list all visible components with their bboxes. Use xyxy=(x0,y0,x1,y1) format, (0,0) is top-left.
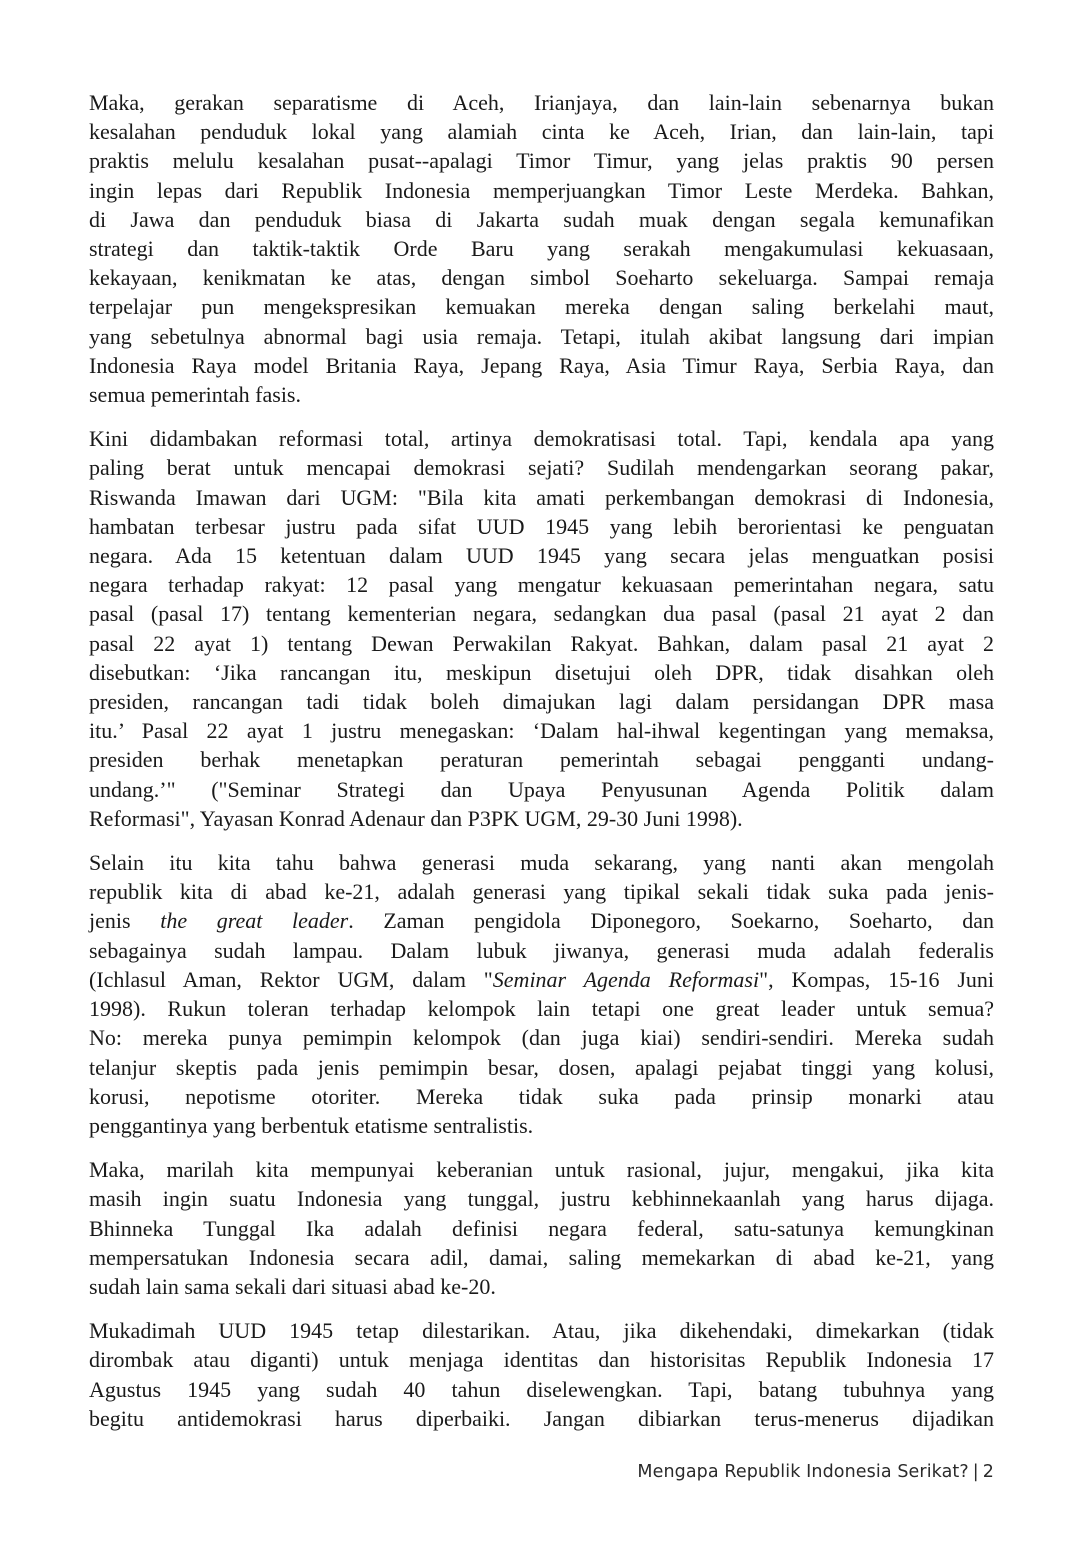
text-line: Mukadimah UUD 1945 tetap dilestarikan. Atau, jika dikehendaki, dimekarkan (tidak xyxy=(89,1318,994,1344)
text-line: begitu antidemokrasi harus diperbaiki. Jangan dibiarkan terus-menerus dijadikan xyxy=(89,1405,994,1431)
text-line: Agustus 1945 yang sudah 40 tahun diselewengkan. Tapi, batang tubuhnya yang xyxy=(89,1376,994,1402)
paragraph xyxy=(89,424,994,833)
text-line: penggantinya yang berbentuk etatisme sentralistis. xyxy=(89,1112,534,1138)
text-line: undang.’" ("Seminar Strategi dan Upaya Penyusunan Agenda Politik dalam xyxy=(89,776,994,802)
text-line: dirombak atau diganti) untuk menjaga identitas dan historisitas Republik Indonesia 17 xyxy=(89,1347,994,1373)
text-line: hambatan terbesar justru pada sifat UUD 1945 yang lebih berorientasi ke penguatan xyxy=(89,513,994,539)
page-footer xyxy=(637,1462,994,1482)
footer-title: Mengapa Republik Indonesia Serikat? xyxy=(637,1462,969,1482)
text-line: itu.’ Pasal 22 ayat 1 justru menegaskan: ‘Dalam hal-ihwal kegentingan yang memaksa, xyxy=(89,718,994,744)
text-line: Reformasi", Yayasan Konrad Adenaur dan P3PK UGM, 29-30 Juni 1998). xyxy=(89,805,743,831)
text-line: Riswanda Imawan dari UGM: "Bila kita amati perkembangan demokrasi di Indonesia, xyxy=(89,484,994,510)
paragraph xyxy=(89,1316,994,1433)
text-line: disebutkan: ‘Jika rancangan itu, meskipun disetujui oleh DPR, tidak disahkan oleh xyxy=(89,659,994,685)
text-line: Maka, marilah kita mempunyai keberanian untuk rasional, jujur, mengakui, jika kita xyxy=(89,1157,994,1183)
text-segment: jenis xyxy=(89,908,161,934)
italic-title: the great leader xyxy=(160,908,349,934)
footer-separator: | xyxy=(972,1462,979,1482)
text-line: republik kita di abad ke-21, adalah generasi yang tipikal sekali tidak suka pada jenis- xyxy=(89,879,994,905)
text-line: pasal 22 ayat 1) tentang Dewan Perwakilan Rakyat. Bahkan, dalam pasal 21 ayat 2 xyxy=(89,630,994,656)
text-line: paling berat untuk mencapai demokrasi sejati? Sudilah mendengarkan seorang pakar, xyxy=(89,455,994,481)
text-line: presiden, rancangan tadi tidak boleh dimajukan lagi dalam persidangan DPR masa xyxy=(89,689,994,715)
text-line: praktis melulu kesalahan pusat--apalagi Timor Timur, yang jelas praktis 90 persen xyxy=(89,148,994,174)
italic-title: Seminar Agenda Reformasi xyxy=(492,966,760,992)
text-line: kekayaan, kenikmatan ke atas, dengan simbol Soeharto sekeluarga. Sampai remaja xyxy=(89,265,994,291)
text-line: masih ingin suatu Indonesia yang tunggal, justru kebhinnekaanlah yang harus dijaga. xyxy=(89,1186,994,1212)
text-line: ingin lepas dari Republik Indonesia memperjuangkan Timor Leste Merdeka. Bahkan, xyxy=(89,177,994,203)
text-line xyxy=(89,906,994,935)
text-line: presiden berhak menetapkan peraturan pemerintah sebagai pengganti undang- xyxy=(89,747,994,773)
page-number: 2 xyxy=(982,1462,994,1482)
text-line: No: mereka punya pemimpin kelompok (dan juga kiai) sendiri-sendiri. Mereka sudah xyxy=(89,1025,994,1051)
text-line: Selain itu kita tahu bahwa generasi muda sekarang, yang nanti akan mengolah xyxy=(89,850,994,876)
text-line: kesalahan penduduk lokal yang alamiah cinta ke Aceh, Irian, dan lain-lain, tapi xyxy=(89,119,994,145)
paragraph xyxy=(89,1155,994,1301)
text-line: di Jawa dan penduduk biasa di Jakarta sudah muak dengan segala kemunafikan xyxy=(89,206,994,232)
text-line: korusi, nepotisme otoriter. Mereka tidak suka pada prinsip monarki atau xyxy=(89,1083,994,1109)
text-line: Indonesia Raya model Britania Raya, Jepang Raya, Asia Timur Raya, Serbia Raya, dan xyxy=(89,352,994,378)
text-line: Kini didambakan reformasi total, artinya demokratisasi total. Tapi, kendala apa yang xyxy=(89,426,994,452)
text-line: telanjur skeptis pada jenis pemimpin besar, dosen, apalagi pejabat tinggi yang kolusi, xyxy=(89,1054,994,1080)
text-line: pasal (pasal 17) tentang kementerian negara, sedangkan dua pasal (pasal 21 ayat 2 dan xyxy=(89,601,994,627)
text-line: mempersatukan Indonesia secara adil, damai, saling memekarkan di abad ke-21, yang xyxy=(89,1244,994,1270)
text-line: sebagainya sudah lampau. Dalam lubuk jiwanya, generasi muda adalah federalis xyxy=(89,937,994,963)
text-line: terpelajar pun mengekspresikan kemuakan mereka dengan saling berkelahi maut, xyxy=(89,294,994,320)
paragraph xyxy=(89,848,994,1140)
text-line: Bhinneka Tunggal Ika adalah definisi negara federal, satu-satunya kemungkinan xyxy=(89,1215,994,1241)
body-text xyxy=(89,88,994,1448)
text-line: Maka, gerakan separatisme di Aceh, Irianjaya, dan lain-lain sebenarnya bukan xyxy=(89,90,994,115)
text-segment: ", Kompas, 15-16 Juni xyxy=(759,966,995,992)
text-line: 1998). Rukun toleran terhadap kelompok lain tetapi one great leader untuk semua? xyxy=(89,996,994,1022)
text-segment: . Zaman pengidola Diponegoro, Soekarno, Soeharto, dan xyxy=(348,908,995,934)
text-line: semua pemerintah fasis. xyxy=(89,382,301,408)
text-line xyxy=(89,965,994,994)
text-line: strategi dan taktik-taktik Orde Baru yang serakah mengakumulasi kekuasaan, xyxy=(89,236,994,262)
paragraph xyxy=(89,88,994,409)
text-line: sudah lain sama sekali dari situasi abad ke-20. xyxy=(89,1273,496,1299)
text-segment: (Ichlasul Aman, Rektor UGM, dalam " xyxy=(89,966,493,992)
text-line: negara terhadap rakyat: 12 pasal yang mengatur kekuasaan pemerintahan negara, satu xyxy=(89,572,994,598)
text-line: yang sebetulnya abnormal bagi usia remaja. Tetapi, itulah akibat langsung dari impian xyxy=(89,323,994,349)
text-line: negara. Ada 15 ketentuan dalam UUD 1945 yang secara jelas menguatkan posisi xyxy=(89,543,994,569)
